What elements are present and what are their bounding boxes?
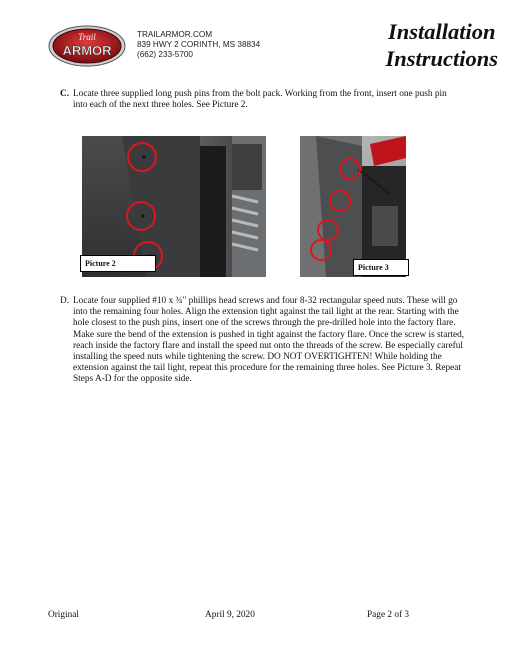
company-address: 839 HWY 2 CORINTH, MS 38834: [137, 40, 261, 49]
step-text: Locate three supplied long push pins from the bolt pack. Working from the front, insert one push pin into each of the next three holes. See Picture 2.: [73, 89, 447, 111]
logo-text-trail: Trail: [78, 32, 96, 42]
picture-3-photo: [300, 136, 406, 277]
step-c: [60, 89, 460, 111]
trail-armor-logo: [47, 24, 127, 68]
step-letter: C.: [60, 89, 70, 99]
step-text: Locate four supplied #10 x ¾" phillips head screws and four 8-32 rectangular speed nuts. These will go into the remaining four holes. Align the extension tight against the tail light at the rear. Starting with the hole closest to the push pins, insert one of the screws through the pre-drilled hole into the factory flare. Make sure the bend of the extension is pushed in tight against the factory flare. Once the screw is started, reach inside the factory flare and install the speed nut onto the threads of the screw. Be especially careful installing the speed nuts while tightening the screw. DO NOT OVERTIGHTEN! While holding the extension against the tail light, repeat this procedure for the remaining three holes. See Picture 3. Repeat Steps A-D for the opposite side.: [73, 296, 465, 385]
company-website: TRAILARMOR.COM: [137, 30, 213, 39]
picture-2-caption: Picture 2: [80, 255, 156, 272]
hole: [142, 155, 145, 158]
picture-3-caption: Picture 3: [353, 259, 409, 276]
title-line-2: Instructions: [385, 46, 498, 71]
document-title: [385, 18, 498, 72]
company-phone: (662) 233-5700: [137, 50, 193, 59]
title-line-1: Installation: [387, 19, 496, 44]
step-letter: D.: [60, 296, 70, 306]
footer-page-number: Page 2 of 3: [367, 610, 410, 620]
logo-text-armor: ARMOR: [62, 43, 112, 58]
hole: [141, 214, 144, 217]
footer-version: Original: [48, 610, 79, 620]
step-d: [60, 296, 466, 386]
footer-date: April 9, 2020: [205, 610, 255, 620]
company-info: [137, 30, 260, 60]
